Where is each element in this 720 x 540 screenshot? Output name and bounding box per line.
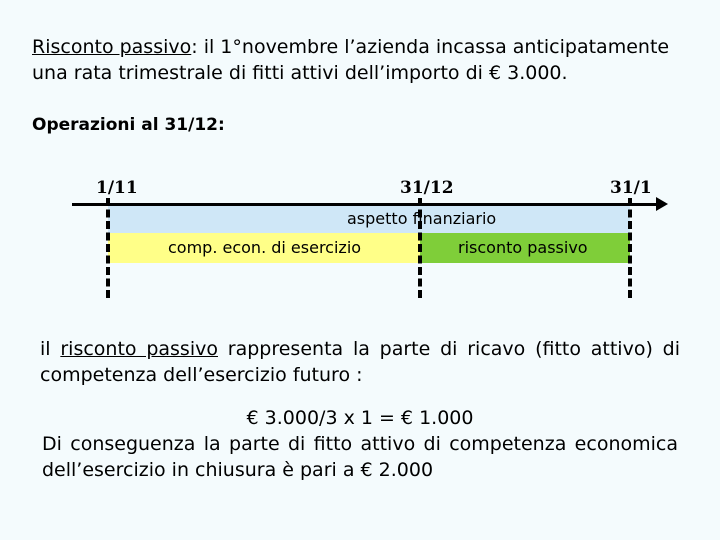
operations-title: Operazioni al 31/12:: [32, 115, 225, 135]
intro-colon: :: [191, 36, 198, 58]
date-end: 31/1: [610, 178, 652, 198]
intro-term: Risconto passivo: [32, 36, 192, 58]
explanation-text: rappresenta la parte di ricavo (fitto attivo) di competenza dell’esercizio futuro :: [40, 338, 680, 386]
explanation-term: risconto passivo: [60, 338, 218, 360]
divider-mid: [418, 198, 422, 298]
intro-paragraph: [32, 34, 702, 86]
date-start: 1/11: [96, 178, 138, 198]
intro-text: il 1°novembre l’azienda incassa anticipatamente una rata trimestrale di fitti attivi dell’importo di € 3.000.: [32, 36, 670, 84]
conclusion: Di conseguenza la parte di fitto attivo di competenza economica dell’esercizio in chiusura è pari a € 2.000: [42, 433, 678, 481]
explanation-paragraph: [40, 336, 680, 388]
label-financial: aspetto finanziario: [347, 209, 497, 228]
axis-arrow-icon: [656, 197, 668, 211]
label-economic: comp. econ. di esercizio: [168, 238, 362, 257]
label-deferral: risconto passivo: [458, 238, 588, 257]
explanation-prefix: il: [40, 338, 61, 360]
divider-start: [106, 198, 110, 298]
date-mid: 31/12: [400, 178, 454, 198]
divider-end: [628, 198, 632, 298]
formula: € 3.000/3 x 1 = € 1.000: [246, 407, 474, 429]
timeline-axis: [72, 203, 660, 206]
